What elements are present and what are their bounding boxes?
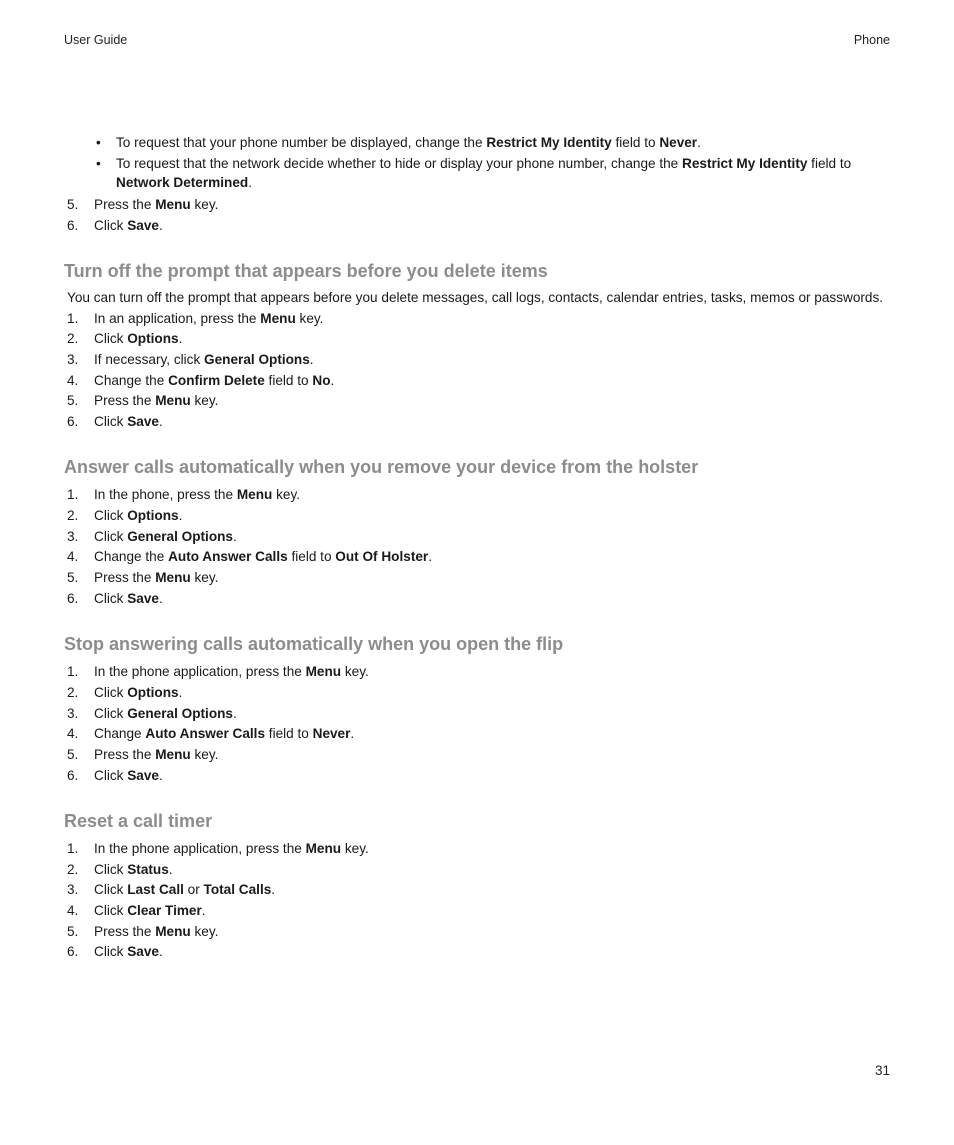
section-heading: Reset a call timer [64, 811, 213, 831]
page-number: 31 [874, 1063, 890, 1078]
section-heading: Stop answering calls automatically when you open the flip [64, 634, 564, 654]
running-header-left: User Guide [64, 33, 128, 47]
running-header-right: Phone [853, 33, 890, 47]
section-description: You can turn off the prompt that appears before you delete messages, call logs, contacts, calendar entries, tasks, memos or passwords. [67, 290, 884, 305]
section-heading: Turn off the prompt that appears before you delete items [64, 261, 548, 281]
bullet-dot: • [96, 156, 101, 171]
bullet-dot: • [96, 135, 101, 150]
section-heading: Answer calls automatically when you remove your device from the holster [64, 457, 699, 477]
